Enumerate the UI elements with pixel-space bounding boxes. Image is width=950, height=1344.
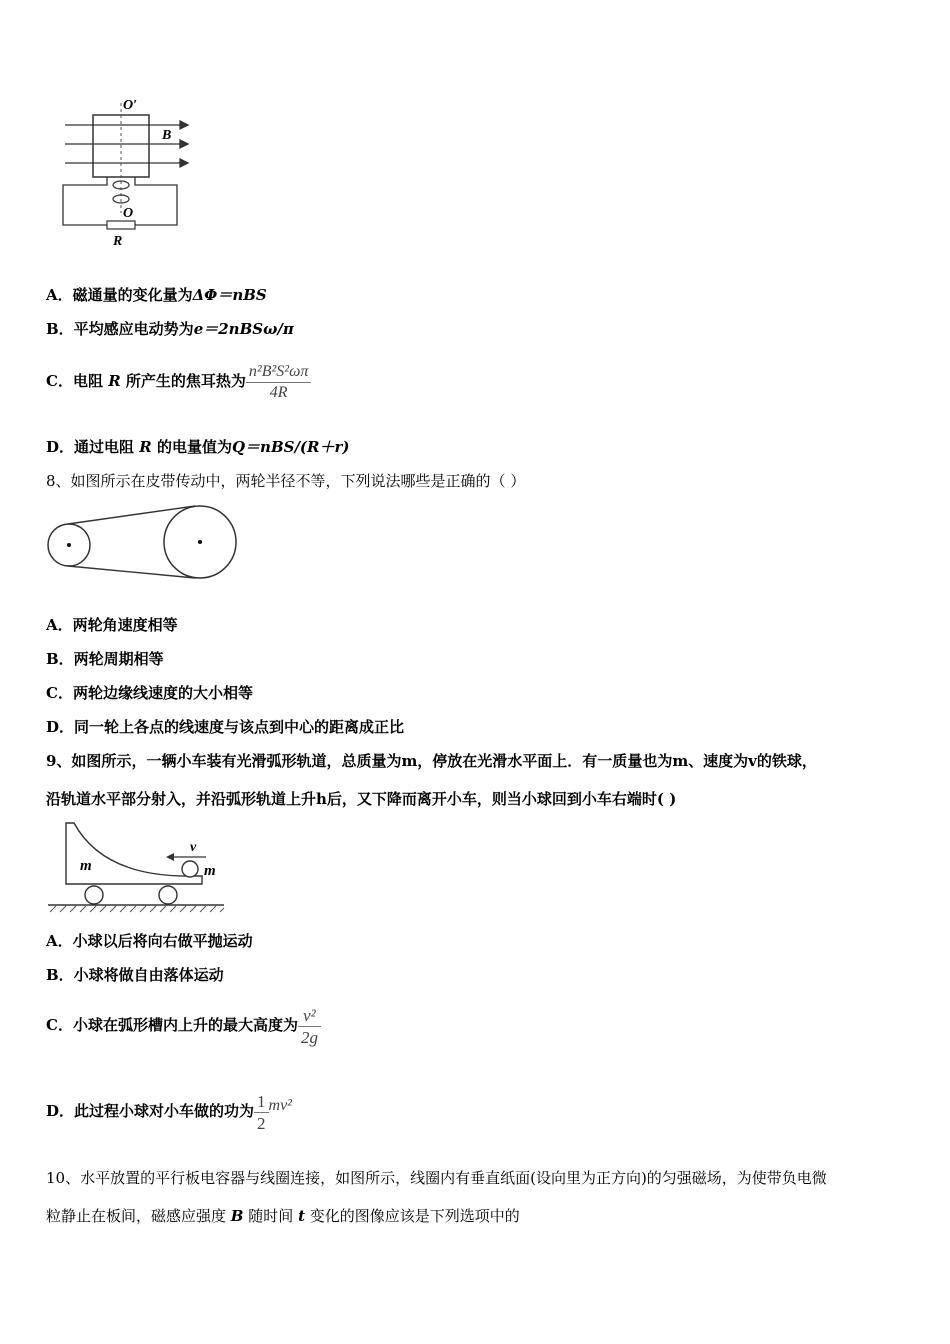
q9-stem-line1: 9、如图所示，一辆小车装有光滑弧形轨道，总质量为m，停放在光滑水平面上．有一质量也为m、速度为v的铁球， xyxy=(46,752,817,770)
cart-wheel-right xyxy=(159,886,177,904)
q10-line1: 10、水平放置的平行板电容器与线圈连接，如图所示，线圈内有垂直纸面(设向里为正方向)的匀强磁场，为使带负电微 xyxy=(46,1169,827,1187)
q9-option-c: C．小球在弧形槽内上升的最大高度为 $\frac{\text{v²}}{2g}$ xyxy=(46,1003,321,1048)
belt-drive-figure xyxy=(44,500,244,586)
cart-body xyxy=(66,823,202,884)
q7-c-fraction: $\frac{\text{n²B²S²ωπ}}{4R}$ xyxy=(246,362,311,403)
q7-option-d: D．通过电阻 R 的电量值为Q＝nBS/(R＋r) xyxy=(46,438,350,456)
q10-line2: 粒静止在板间，磁感应强度 B 随时间 t 变化的图像应该是下列选项中的 xyxy=(46,1207,520,1225)
q7-option-a: A．磁通量的变化量为ΔΦ＝nBS xyxy=(46,286,267,304)
q9-c-fraction: $\frac{\text{v²}}{2g}$ xyxy=(298,1005,321,1048)
q8-option-a: A．两轮角速度相等 xyxy=(46,616,178,634)
label-r: R xyxy=(113,234,123,249)
q7-option-b: B．平均感应电动势为e＝2nBSω/π xyxy=(46,320,294,338)
label-m-ball: m xyxy=(204,863,216,879)
q9-option-a: A．小球以后将向右做平抛运动 xyxy=(46,932,253,950)
iron-ball xyxy=(182,861,198,877)
cart-track-figure xyxy=(44,818,228,918)
q8-option-c: C．两轮边缘线速度的大小相等 xyxy=(46,684,253,702)
ground-hatch xyxy=(50,906,224,912)
cart-wheel-left xyxy=(85,886,103,904)
q9-stem-line2: 沿轨道水平部分射入，并沿弧形轨道上升h后，又下降而离开小车，则当小球回到小车右端时( ) xyxy=(46,790,677,808)
small-wheel-center xyxy=(67,543,71,547)
generator-coil-figure xyxy=(55,95,190,255)
q8-option-d: D．同一轮上各点的线速度与该点到中心的距离成正比 xyxy=(46,718,405,736)
q8-stem: 8、如图所示在皮带传动中，两轮半径不等，下列说法哪些是正确的（ ） xyxy=(46,472,526,490)
resistor xyxy=(107,221,135,229)
label-v: v xyxy=(190,840,197,855)
label-o: O xyxy=(123,206,134,221)
q9-d-fraction: $\frac{1}{2}$ xyxy=(254,1091,269,1134)
q8-option-b: B．两轮周期相等 xyxy=(46,650,164,668)
label-b: B xyxy=(162,128,172,143)
label-m-cart: m xyxy=(80,858,92,874)
large-wheel-center xyxy=(198,540,202,544)
q9-option-d: D．此过程小球对小车做的功为 $\frac{1}{2}$ mv² xyxy=(46,1091,292,1133)
q7-option-c: C．电阻 R 所产生的焦耳热为 $\frac{\text{n²B²S²ωπ}}{4R}$ xyxy=(46,358,311,404)
q9-option-b: B．小球将做自由落体运动 xyxy=(46,966,224,984)
label-o-prime: O′ xyxy=(123,98,138,113)
